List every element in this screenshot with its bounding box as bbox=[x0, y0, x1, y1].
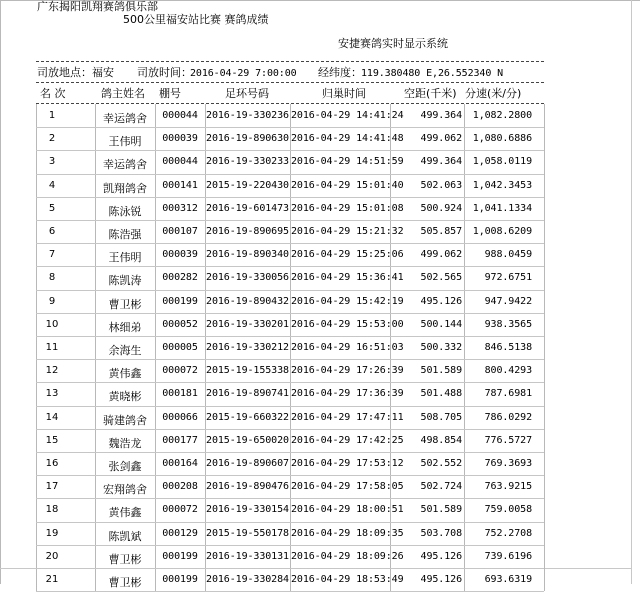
ring-cell: 2016-19-890741 bbox=[206, 388, 289, 399]
rank-cell: 2 bbox=[48, 133, 56, 144]
release-time: 2016-04-29 7:00:00 bbox=[190, 68, 297, 79]
rank-cell: 1 bbox=[48, 110, 56, 121]
ring-cell: 2016-19-890340 bbox=[206, 249, 289, 260]
ring-cell: 2016-19-330212 bbox=[206, 342, 289, 353]
grid-horizontal-line bbox=[36, 522, 544, 523]
owner-cell: 王伟明 bbox=[108, 251, 142, 264]
arrival-cell: 2016-04-29 17:53:12 bbox=[291, 458, 404, 469]
grid-horizontal-line bbox=[36, 336, 544, 337]
speed-cell: 787.6981 bbox=[484, 388, 532, 399]
rank-cell: 19 bbox=[45, 528, 59, 539]
grid-horizontal-line bbox=[36, 243, 544, 244]
ring-cell: 2016-19-890695 bbox=[206, 226, 289, 237]
speed-cell: 1,042.3453 bbox=[472, 180, 532, 191]
col-header-rank: 名 次 bbox=[40, 87, 66, 100]
race-title: 500公里福安站比赛 赛鸽成绩 bbox=[123, 13, 269, 26]
loft-cell: 000039 bbox=[162, 249, 198, 260]
loft-cell: 000181 bbox=[162, 388, 198, 399]
arrival-cell: 2016-04-29 17:26:39 bbox=[291, 365, 404, 376]
grid-horizontal-line bbox=[36, 290, 544, 291]
rank-cell: 9 bbox=[48, 296, 56, 307]
distance-cell: 498.854 bbox=[420, 435, 462, 446]
owner-cell: 林细弟 bbox=[108, 321, 142, 334]
grid-horizontal-line bbox=[36, 545, 544, 546]
grid-horizontal-line bbox=[36, 498, 544, 499]
distance-cell: 505.857 bbox=[420, 226, 462, 237]
grid-horizontal-line bbox=[36, 197, 544, 198]
grid-horizontal-line bbox=[36, 220, 544, 221]
owner-cell: 黄晓彬 bbox=[108, 390, 142, 403]
arrival-cell: 2016-04-29 15:53:00 bbox=[291, 319, 404, 330]
distance-cell: 502.063 bbox=[420, 180, 462, 191]
arrival-cell: 2016-04-29 17:47:11 bbox=[291, 412, 404, 423]
rank-cell: 21 bbox=[45, 574, 59, 585]
rank-cell: 10 bbox=[45, 319, 59, 330]
arrival-cell: 2016-04-29 18:53:49 bbox=[291, 574, 404, 585]
distance-cell: 503.708 bbox=[420, 528, 462, 539]
coordinates: 119.380480 E,26.552340 N bbox=[361, 68, 504, 79]
loft-cell: 000129 bbox=[162, 528, 198, 539]
distance-cell: 495.126 bbox=[420, 296, 462, 307]
distance-cell: 502.724 bbox=[420, 481, 462, 492]
loft-cell: 000199 bbox=[162, 551, 198, 562]
owner-cell: 黄伟鑫 bbox=[108, 367, 142, 380]
loft-cell: 000072 bbox=[162, 504, 198, 515]
owner-cell: 魏浩龙 bbox=[108, 437, 142, 450]
grid-vertical-line bbox=[544, 104, 545, 591]
ring-cell: 2016-19-330056 bbox=[206, 272, 289, 283]
distance-cell: 500.144 bbox=[420, 319, 462, 330]
rank-cell: 6 bbox=[48, 226, 56, 237]
loft-cell: 000107 bbox=[162, 226, 198, 237]
speed-cell: 947.9422 bbox=[484, 296, 532, 307]
page-right-border bbox=[631, 0, 632, 584]
speed-cell: 769.3693 bbox=[484, 458, 532, 469]
club-name: 广东揭阳凯翔赛鸽俱乐部 bbox=[37, 0, 158, 13]
speed-cell: 752.2708 bbox=[484, 528, 532, 539]
speed-cell: 1,058.0119 bbox=[472, 156, 532, 167]
ring-cell: 2016-19-890476 bbox=[206, 481, 289, 492]
coordinates-label: 经纬度： bbox=[318, 66, 362, 79]
speed-cell: 1,008.6209 bbox=[472, 226, 532, 237]
window-left-border bbox=[0, 0, 1, 584]
rank-cell: 12 bbox=[45, 365, 59, 376]
loft-cell: 000208 bbox=[162, 481, 198, 492]
separator-top bbox=[36, 61, 544, 62]
speed-cell: 1,041.1334 bbox=[472, 203, 532, 214]
rank-cell: 4 bbox=[48, 180, 56, 191]
release-location: 福安 bbox=[92, 66, 114, 79]
arrival-cell: 2016-04-29 15:21:32 bbox=[291, 226, 404, 237]
speed-cell: 1,080.6886 bbox=[472, 133, 532, 144]
owner-cell: 王伟明 bbox=[108, 135, 142, 148]
col-header-loft: 棚号 bbox=[159, 87, 181, 100]
rank-cell: 16 bbox=[45, 458, 59, 469]
arrival-cell: 2016-04-29 18:09:26 bbox=[291, 551, 404, 562]
distance-cell: 501.589 bbox=[420, 365, 462, 376]
arrival-cell: 2016-04-29 15:01:08 bbox=[291, 203, 404, 214]
speed-cell: 1,082.2800 bbox=[472, 110, 532, 121]
loft-cell: 000199 bbox=[162, 296, 198, 307]
grid-horizontal-line bbox=[36, 127, 544, 128]
ring-cell: 2016-19-330131 bbox=[206, 551, 289, 562]
arrival-cell: 2016-04-29 15:01:40 bbox=[291, 180, 404, 191]
grid-horizontal-line bbox=[36, 452, 544, 453]
col-header-speed: 分速(米/分) bbox=[465, 87, 522, 100]
speed-cell: 763.9215 bbox=[484, 481, 532, 492]
col-header-ring: 足环号码 bbox=[225, 87, 269, 100]
col-header-owner: 鸽主姓名 bbox=[101, 87, 145, 100]
owner-cell: 曹卫彬 bbox=[108, 576, 142, 589]
owner-cell: 曹卫彬 bbox=[108, 553, 142, 566]
owner-cell: 陈浩强 bbox=[108, 228, 142, 241]
speed-cell: 938.3565 bbox=[484, 319, 532, 330]
rank-cell: 14 bbox=[45, 412, 59, 423]
ring-cell: 2016-19-330201 bbox=[206, 319, 289, 330]
distance-cell: 501.488 bbox=[420, 388, 462, 399]
loft-cell: 000052 bbox=[162, 319, 198, 330]
owner-cell: 张剑鑫 bbox=[108, 460, 142, 473]
distance-cell: 501.589 bbox=[420, 504, 462, 515]
speed-cell: 846.5138 bbox=[484, 342, 532, 353]
grid-horizontal-line bbox=[36, 475, 544, 476]
rank-cell: 7 bbox=[48, 249, 56, 260]
distance-cell: 508.705 bbox=[420, 412, 462, 423]
ring-cell: 2015-19-650020 bbox=[206, 435, 289, 446]
ring-cell: 2016-19-330154 bbox=[206, 504, 289, 515]
ring-cell: 2015-19-550178 bbox=[206, 528, 289, 539]
loft-cell: 000199 bbox=[162, 574, 198, 585]
ring-cell: 2016-19-330233 bbox=[206, 156, 289, 167]
rank-cell: 20 bbox=[45, 551, 59, 562]
release-time-label: 司放时间： bbox=[137, 66, 192, 79]
speed-cell: 786.0292 bbox=[484, 412, 532, 423]
distance-cell: 495.126 bbox=[420, 574, 462, 585]
loft-cell: 000177 bbox=[162, 435, 198, 446]
speed-cell: 739.6196 bbox=[484, 551, 532, 562]
rank-cell: 11 bbox=[45, 342, 59, 353]
speed-cell: 988.0459 bbox=[484, 249, 532, 260]
distance-cell: 499.062 bbox=[420, 133, 462, 144]
arrival-cell: 2016-04-29 16:51:03 bbox=[291, 342, 404, 353]
owner-cell: 黄伟鑫 bbox=[108, 506, 142, 519]
loft-cell: 000066 bbox=[162, 412, 198, 423]
system-name: 安捷赛鸽实时显示系统 bbox=[338, 37, 448, 50]
distance-cell: 502.552 bbox=[420, 458, 462, 469]
arrival-cell: 2016-04-29 14:41:24 bbox=[291, 110, 404, 121]
loft-cell: 000312 bbox=[162, 203, 198, 214]
rank-cell: 13 bbox=[45, 388, 59, 399]
rank-cell: 17 bbox=[45, 481, 59, 492]
speed-cell: 800.4293 bbox=[484, 365, 532, 376]
arrival-cell: 2016-04-29 18:09:35 bbox=[291, 528, 404, 539]
owner-cell: 幸运鸽舍 bbox=[103, 112, 147, 125]
speed-cell: 776.5727 bbox=[484, 435, 532, 446]
owner-cell: 余海生 bbox=[108, 344, 142, 357]
ring-cell: 2016-19-890607 bbox=[206, 458, 289, 469]
owner-cell: 幸运鸽舍 bbox=[103, 158, 147, 171]
owner-cell: 宏翔鸽舍 bbox=[103, 483, 147, 496]
grid-horizontal-line bbox=[36, 429, 544, 430]
rank-cell: 18 bbox=[45, 504, 59, 515]
grid-horizontal-line bbox=[36, 266, 544, 267]
owner-cell: 陈凯涛 bbox=[108, 274, 142, 287]
arrival-cell: 2016-04-29 15:25:06 bbox=[291, 249, 404, 260]
loft-cell: 000282 bbox=[162, 272, 198, 283]
arrival-cell: 2016-04-29 18:00:51 bbox=[291, 504, 404, 515]
distance-cell: 499.364 bbox=[420, 156, 462, 167]
col-header-distance: 空距(千米) bbox=[404, 87, 457, 100]
ring-cell: 2016-19-890432 bbox=[206, 296, 289, 307]
grid-horizontal-line bbox=[36, 313, 544, 314]
ring-cell: 2015-19-155338 bbox=[206, 365, 289, 376]
ring-cell: 2015-19-220430 bbox=[206, 180, 289, 191]
loft-cell: 000005 bbox=[162, 342, 198, 353]
loft-cell: 000072 bbox=[162, 365, 198, 376]
distance-cell: 500.332 bbox=[420, 342, 462, 353]
arrival-cell: 2016-04-29 17:58:05 bbox=[291, 481, 404, 492]
loft-cell: 000164 bbox=[162, 458, 198, 469]
owner-cell: 陈泳锐 bbox=[108, 205, 142, 218]
grid-horizontal-line bbox=[36, 382, 544, 383]
ring-cell: 2015-19-660322 bbox=[206, 412, 289, 423]
arrival-cell: 2016-04-29 14:41:48 bbox=[291, 133, 404, 144]
distance-cell: 502.565 bbox=[420, 272, 462, 283]
distance-cell: 499.062 bbox=[420, 249, 462, 260]
arrival-cell: 2016-04-29 15:36:41 bbox=[291, 272, 404, 283]
distance-cell: 495.126 bbox=[420, 551, 462, 562]
grid-horizontal-line bbox=[36, 568, 544, 569]
distance-cell: 499.364 bbox=[420, 110, 462, 121]
ring-cell: 2016-19-330236 bbox=[206, 110, 289, 121]
grid-horizontal-line bbox=[36, 406, 544, 407]
col-header-arrival: 归巢时间 bbox=[322, 87, 366, 100]
rank-cell: 3 bbox=[48, 156, 56, 167]
ring-cell: 2016-19-890630 bbox=[206, 133, 289, 144]
arrival-cell: 2016-04-29 14:51:59 bbox=[291, 156, 404, 167]
ring-cell: 2016-19-601473 bbox=[206, 203, 289, 214]
owner-cell: 陈凯斌 bbox=[108, 530, 142, 543]
distance-cell: 500.924 bbox=[420, 203, 462, 214]
speed-cell: 693.6319 bbox=[484, 574, 532, 585]
release-location-label: 司放地点： bbox=[37, 66, 92, 79]
speed-cell: 759.0058 bbox=[484, 504, 532, 515]
rank-cell: 5 bbox=[48, 203, 56, 214]
speed-cell: 972.6751 bbox=[484, 272, 532, 283]
grid-horizontal-line bbox=[36, 174, 544, 175]
owner-cell: 骑建鸽舍 bbox=[103, 414, 147, 427]
arrival-cell: 2016-04-29 17:36:39 bbox=[291, 388, 404, 399]
loft-cell: 000141 bbox=[162, 180, 198, 191]
loft-cell: 000044 bbox=[162, 156, 198, 167]
loft-cell: 000044 bbox=[162, 110, 198, 121]
ring-cell: 2016-19-330284 bbox=[206, 574, 289, 585]
grid-horizontal-line bbox=[36, 359, 544, 360]
separator-info bbox=[36, 82, 544, 83]
arrival-cell: 2016-04-29 15:42:19 bbox=[291, 296, 404, 307]
rank-cell: 15 bbox=[45, 435, 59, 446]
owner-cell: 曹卫彬 bbox=[108, 298, 142, 311]
loft-cell: 000039 bbox=[162, 133, 198, 144]
owner-cell: 凯翔鸽舍 bbox=[103, 182, 147, 195]
arrival-cell: 2016-04-29 17:42:25 bbox=[291, 435, 404, 446]
rank-cell: 8 bbox=[48, 272, 56, 283]
grid-horizontal-line bbox=[36, 150, 544, 151]
